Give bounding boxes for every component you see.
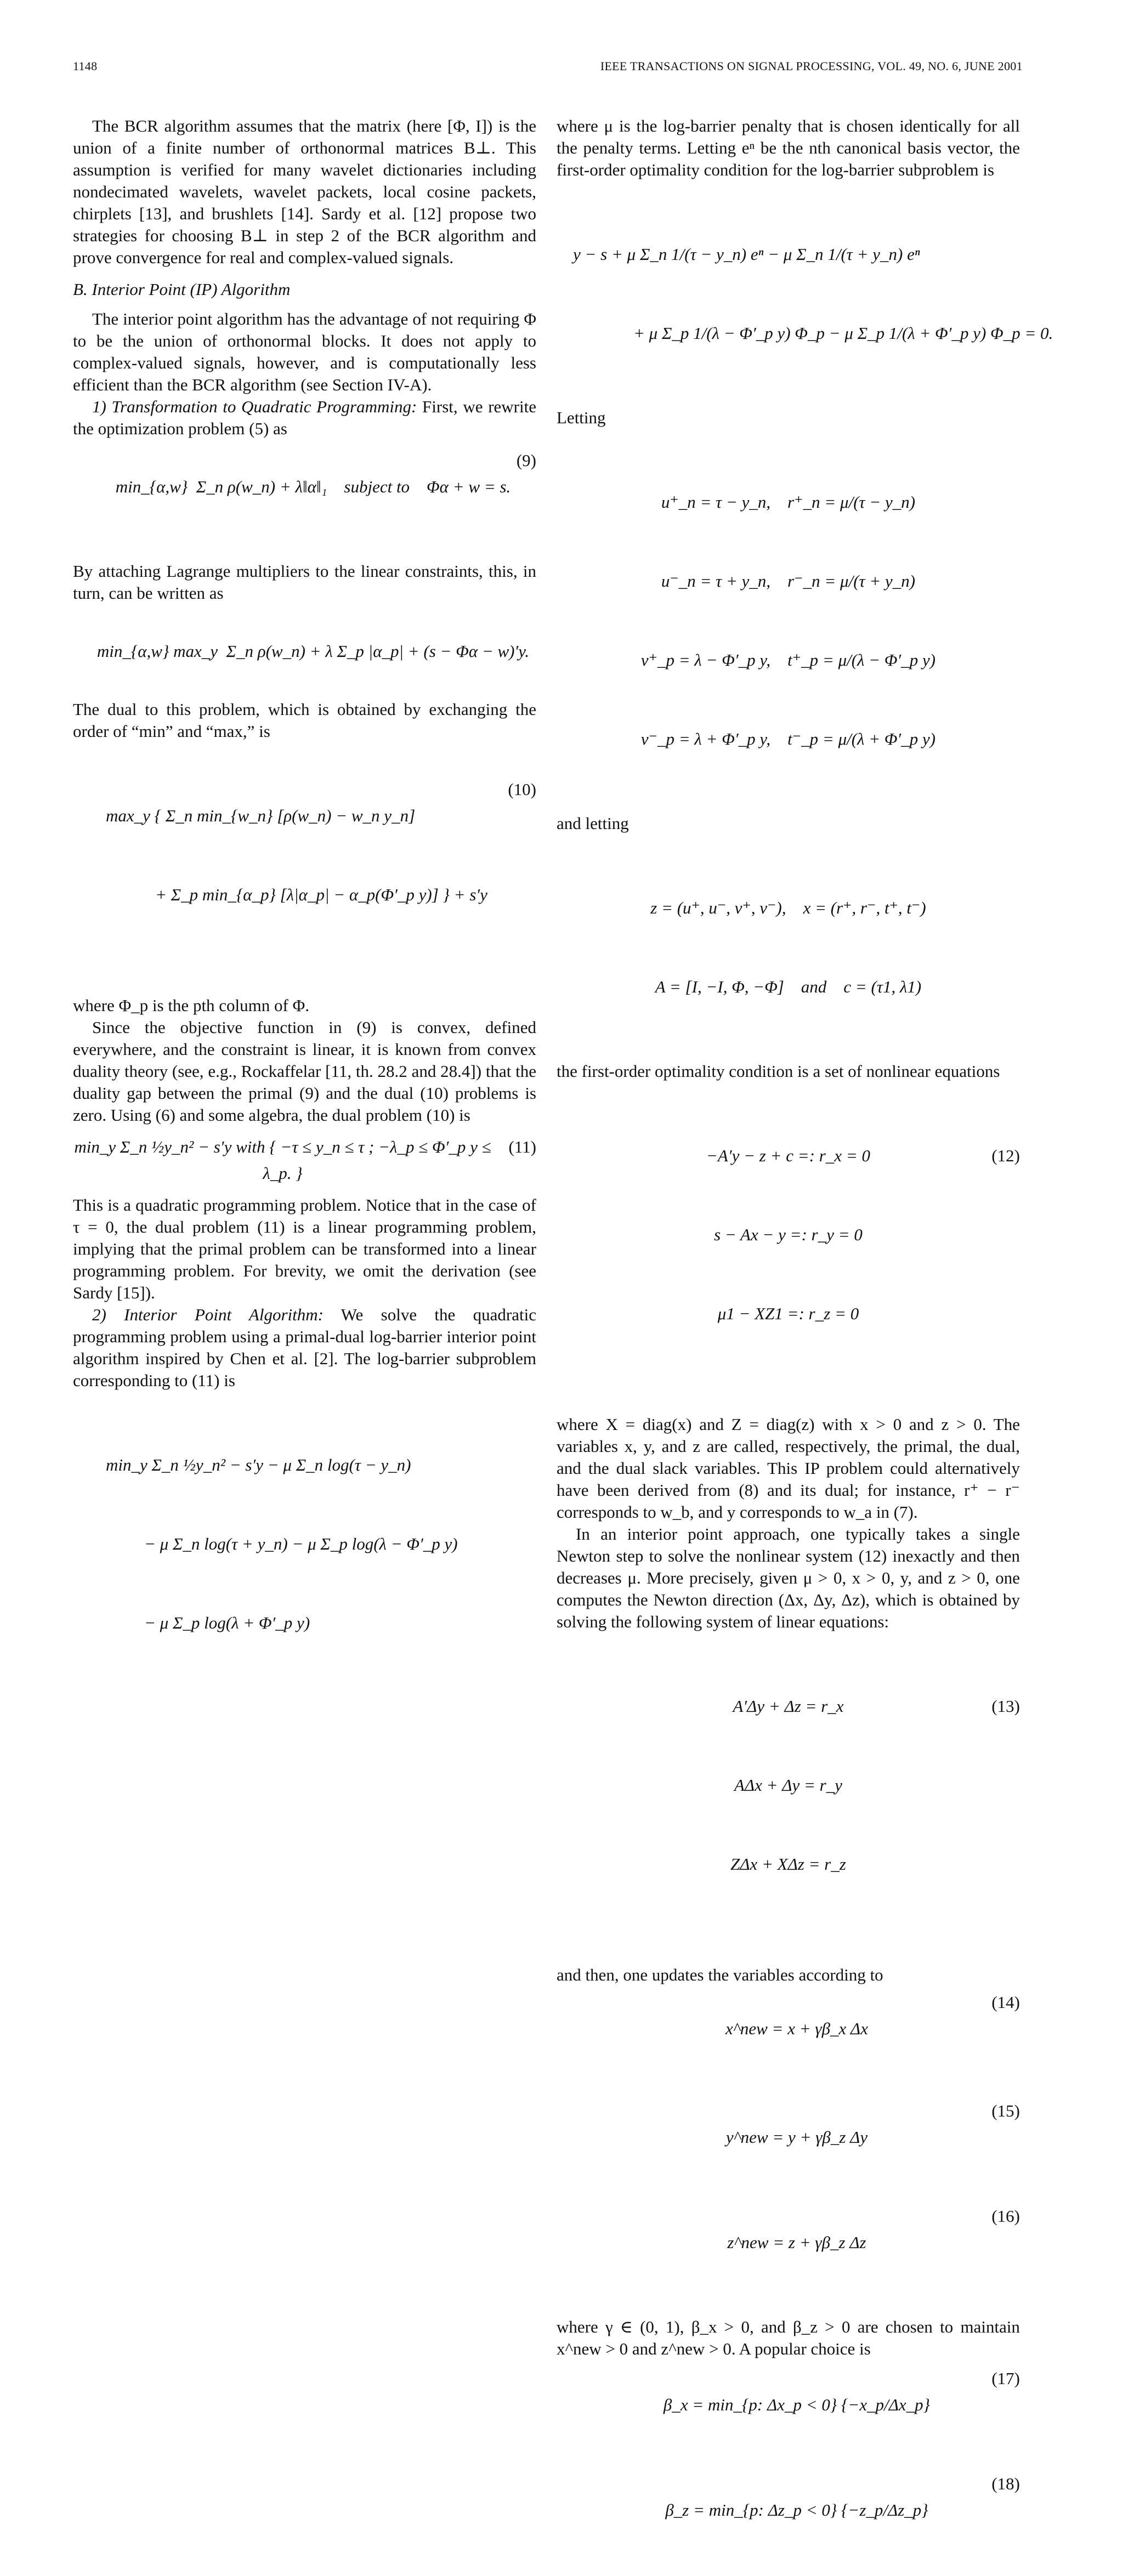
equation-line: ZΔx + XΔz = r_z	[730, 1854, 846, 1874]
equation-14	[557, 1989, 1020, 2095]
equation-definitions-2	[557, 842, 1020, 1053]
paragraph: The BCR algorithm assumes that the matrix (here [Φ, I]) is the union of a finite number of orthonormal matrices B⊥. This assumption is verified for many wavelet dictionaries including nondecimated wavelets, wavelet packets, local cosine packets, chirplets [13], and brushlets [14]. Sardy et al. [12] propose two strategies for choosing B⊥ in step 2 of the BCR algorithm and prove convergence for real and complex-valued signals.	[73, 116, 536, 267]
section-heading: B. Interior Point (IP) Algorithm	[73, 280, 291, 299]
equation-9	[73, 447, 536, 553]
page-number: 1148	[73, 59, 98, 73]
equation-body: y^new = y + γβ_z Δy	[725, 2127, 868, 2147]
equation-line: u⁺_n = τ − y_n, r⁺_n = μ/(τ − y_n)	[661, 492, 916, 512]
equation-number: (15)	[991, 2101, 1020, 2120]
paragraph: where Φ_p is the pth column of Φ.	[73, 996, 310, 1015]
equation-16	[557, 2203, 1020, 2308]
paragraph: By attaching Lagrange multipliers to the linear constraints, this, in turn, can be written as	[73, 561, 536, 603]
paragraph: where X = diag(x) and Z = diag(z) with x > 0 and z > 0. The variables x, y, and z are called, respectively, the primal, the dual, and the dual slack variables. This IP problem could alternatively have been derived from (8) and its dual; for instance, r⁺ − r⁻ corresponds to w_b, and y corresponds to w_a in (7).	[557, 1415, 1020, 1522]
equation-body: β_z = min_{p: Δz_p < 0} {−z_p/Δz_p}	[665, 2500, 928, 2520]
equation-line: + Σ_p min_{α_p} [λ|α_p| − α_p(Φ′_p y)] } + s′y	[155, 885, 487, 904]
paragraph	[73, 396, 536, 440]
running-header: IEEE TRANSACTIONS ON SIGNAL PROCESSING, VOL. 49, NO. 6, JUNE 2001	[600, 59, 1023, 73]
equation-definitions	[557, 436, 1020, 805]
equation-number: (12)	[991, 1146, 1020, 1165]
subsection-title: 2) Interior Point Algorithm:	[92, 1305, 324, 1324]
equation-line: −A′y − z + c =: r_x = 0	[706, 1146, 871, 1165]
equation-line: u⁻_n = τ + y_n, r⁻_n = μ/(τ + y_n)	[661, 571, 916, 591]
equation-line: z = (u⁺, u⁻, v⁺, v⁻), x = (r⁺, r⁻, t⁺, t⁻)	[650, 898, 926, 917]
paragraph: Since the objective function in (9) is convex, defined everywhere, and the constraint is linear, it is known from convex duality theory (see, e.g., Rockaffelar [11, th. 28.2 and 28.4]) that the duality gap between the primal (9) and the dual (10) problems is zero. Using (6) and some algebra, the dual problem (10) is	[73, 1018, 536, 1125]
equation-15	[557, 2098, 1020, 2203]
equation-log-barrier	[73, 1399, 536, 1689]
subsection-text: We solve the quadratic programming problem using a primal-dual log-barrier interior point algorithm inspired by Chen et al. [2]. The log-barrier subproblem corresponding to (11) is	[73, 1305, 536, 1390]
equation-number: (10)	[508, 780, 536, 799]
equation-line: s − Ax − y =: r_y = 0	[714, 1225, 863, 1244]
equation-line: v⁻_p = λ + Φ′_p y, t⁻_p = μ/(λ + Φ′_p y)	[640, 729, 936, 748]
equation-first-order	[557, 189, 1053, 399]
equation-number: (14)	[991, 1993, 1020, 2012]
equation-number: (11)	[508, 1137, 536, 1156]
equation-number: (13)	[991, 1696, 1020, 1716]
paragraph: where γ ∈ (0, 1), β_x > 0, and β_z > 0 are chosen to maintain x^new > 0 and z^new > 0. A popular choice is	[557, 2317, 1020, 2358]
equation-line: A′Δy + Δz = r_x	[733, 1696, 844, 1716]
equation-12	[557, 1090, 1020, 1406]
paragraph: the first-order optimality condition is a set of nonlinear equations	[557, 1062, 1000, 1081]
paragraph: and then, one updates the variables according to	[557, 1965, 883, 1984]
equation-11	[73, 1134, 536, 1187]
equation-line: A = [I, −I, Φ, −Φ] and c = (τ1, λ1)	[655, 977, 922, 996]
equation-line: v⁺_p = λ − Φ′_p y, t⁺_p = μ/(λ − Φ′_p y)	[640, 650, 936, 669]
paragraph: The interior point algorithm has the advantage of not requiring Φ to be the union of orthonormal blocks. It does not apply to complex-valued signals, however, and is computationally less efficient than the BCR algorithm (see Section IV-A).	[73, 309, 536, 394]
equation-line: min_y Σ_n ½y_n² − s′y − μ Σ_n log(τ − y_n)	[106, 1455, 411, 1474]
subsection-title: 1) Transformation to Quadratic Programming:	[92, 397, 417, 416]
paragraph: The dual to this problem, which is obtained by exchanging the order of “min” and “max,” is	[73, 700, 536, 741]
equation-number: (18)	[991, 2474, 1020, 2493]
equation-line: + μ Σ_p 1/(λ − Φ′_p y) Φ_p − μ Σ_p 1/(λ + Φ′_p y) Φ_p = 0.	[633, 324, 1053, 343]
equation-line: y − s + μ Σ_n 1/(τ − y_n) eⁿ − μ Σ_n 1/(τ + y_n) eⁿ	[573, 245, 920, 264]
equation-line: max_y { Σ_n min_{w_n} [ρ(w_n) − w_n y_n]	[106, 806, 416, 825]
paragraph: Letting	[557, 408, 606, 427]
equation-line: AΔx + Δy = r_y	[734, 1775, 842, 1795]
paragraph	[73, 1304, 536, 1392]
paragraph: This is a quadratic programming problem. Notice that in the case of τ = 0, the dual problem (11) is a linear programming problem, implying that the primal problem can be transformed into a linear programming problem. For brevity, we omit the derivation (see Sardy [15]).	[73, 1195, 536, 1302]
right-column	[557, 115, 1053, 2576]
equation-17	[557, 2365, 1020, 2471]
equation-body: min_y Σ_n ½y_n² − s′y with { −τ ≤ y_n ≤ τ ; −λ_p ≤ Φ′_p y ≤ λ_p. }	[74, 1137, 491, 1183]
paragraph: In an interior point approach, one typically takes a single Newton step to solve the nonlinear system (12) inexactly and then decreases μ. More precisely, given μ > 0, x > 0, y, and z > 0, one computes the Newton direction (Δx, Δy, Δz), which is obtained by solving the following system of linear equations:	[557, 1524, 1020, 1631]
equation-number: (16)	[991, 2206, 1020, 2226]
equation-body: z^new = z + γβ_z Δz	[727, 2233, 866, 2252]
equation-10	[73, 750, 536, 987]
paragraph: where μ is the log-barrier penalty that is chosen identically for all the penalty terms. Letting eⁿ be the nth canonical basis vector, the first-order optimality condition for the log-barrier subproblem is	[557, 116, 1020, 179]
equation-number: (9)	[516, 451, 536, 470]
equation-body: min_{α,w} Σ_n ρ(w_n) + λ‖α‖₁ subject to Φα + w = s.	[115, 477, 511, 496]
paragraph: and letting	[557, 814, 629, 833]
equation-number: (17)	[991, 2369, 1020, 2388]
left-column	[73, 115, 536, 1696]
equation-body: β_x = min_{p: Δx_p < 0} {−x_p/Δx_p}	[663, 2395, 931, 2414]
equation-body: min_{α,w} max_y Σ_n ρ(w_n) + λ Σ_p |α_p| + (s − Φα − w)′y.	[97, 642, 530, 661]
equation-18	[557, 2471, 1020, 2576]
equation-line: − μ Σ_p log(λ + Φ′_p y)	[144, 1613, 310, 1632]
equation-body: x^new = x + γβ_x Δx	[725, 2019, 868, 2038]
equation-lagrangian	[73, 612, 536, 691]
subsection-text: First, we rewrite the optimization problem (5) as	[73, 397, 536, 438]
equation-line: μ1 − XZ1 =: r_z = 0	[717, 1304, 859, 1323]
equation-13	[557, 1641, 1020, 1956]
equation-line: − μ Σ_n log(τ + y_n) − μ Σ_p log(λ − Φ′_p y)	[144, 1534, 458, 1553]
